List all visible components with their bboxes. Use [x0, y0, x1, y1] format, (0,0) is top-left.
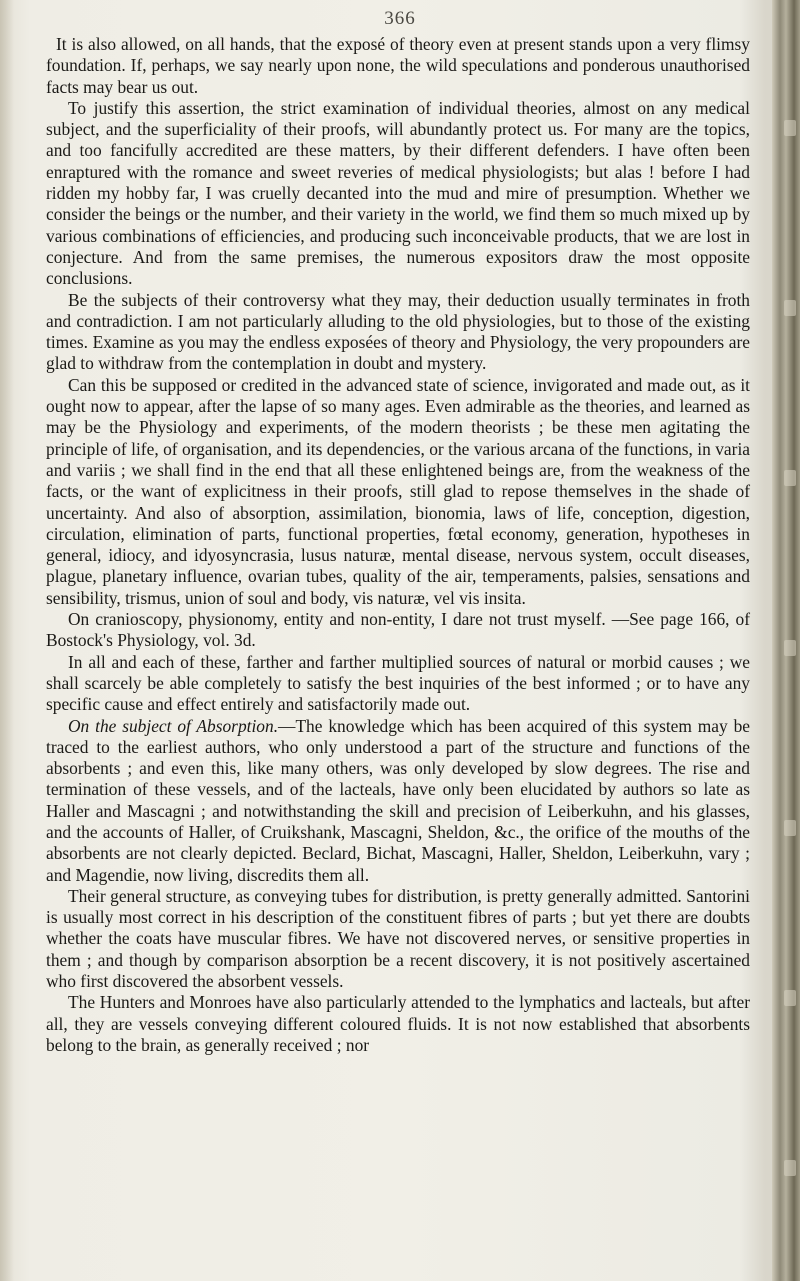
paragraph-7	[46, 716, 750, 886]
paragraph-4: Can this be supposed or credited in the advanced state of science, invigorated and made out, as it ought now to appear, after the lapse of so many ages. Even admirable as the theories, and learned as may be the Physiology and experiments, of the modern theorists ; be these men agitating the principle of life, of organisation, and its dependencies, or the various arcana of the functions, in varia and variis ; we shall find in the end that all these enlightened beings are, from the weakness of the facts, or the want of explicitness in their proofs, still glad to repose themselves in the shade of uncertainty. And also of absorption, assimilation, bionomia, laws of life, conception, digestion, circulation, elimination of parts, functional properties, fœtal economy, generation, hypotheses in general, idiocy, and idyosyncrasia, lusus naturæ, mental disease, nervous system, occult diseases, plague, planetary influence, ovarian tubes, quality of the air, temperaments, palsies, sensations and sensibility, trismus, union of soul and body, vis naturæ, vel vis insita.	[46, 374, 750, 608]
page-edge-binding	[772, 0, 800, 1281]
absorption-heading: On the subject of Absorption.	[68, 715, 279, 736]
page-number: 366	[384, 8, 416, 29]
body-text	[46, 34, 750, 1056]
absorption-text: —The knowledge which has been acquired of this system may be traced to the earliest authors, who only understood a part of the structure and functions of the absorbents ; and even this, like many others, was only developed by slow degrees. The rise and termination of these vessels, and of the lacteals, have only been elucidated by authors so late as Haller and Mascagni ; and notwithstanding the skill and precision of Leiberkuhn, and his glasses, and the accounts of Haller, of Cruikshank, Mascagni, Sheldon, &c., the orifice of the mouths of the absorbents are not clearly depicted. Beclard, Bichat, Mascagni, Haller, Sheldon, Leiberkuhn, vary ; and Magendie, now living, discredits them all.	[46, 715, 750, 885]
paragraph-3: Be the subjects of their controversy what they may, their deduction usually terminates in froth and contradiction. I am not particularly alluding to the old physiologies, but to those of the existing times. Examine as you may the endless exposées of theory and Physiology, the very propounders are glad to withdraw from the contemplation in doubt and mystery.	[46, 289, 750, 374]
paragraph-8: Their general structure, as conveying tubes for distribution, is pretty generally admitted. Santorini is usually most correct in his description of the constituent fibres of parts ; but yet there are doubts whether the coats have muscular fibres. We have not discovered nerves, or sensitive properties in them ; and though by comparison absorption be a recent discovery, it is not positively ascertained who first discovered the absorbent vessels.	[46, 885, 750, 992]
paragraph-9: The Hunters and Monroes have also particularly attended to the lymphatics and lacteals, but after all, they are vessels conveying different coloured fluids. It is not now established that absorbents belong to the brain, as generally received ; nor	[46, 992, 750, 1055]
paragraph-2: To justify this assertion, the strict examination of individual theories, almost on any medical subject, and the superficiality of their proofs, will abundantly protect us. For many are the topics, and too fancifully accredited are these matters, by their different defenders. I have often been enraptured with the romance and sweet reveries of medical physiologists; but alas ! before I had ridden my hobby far, I was cruelly decanted into the mud and mire of presumption. Whether we consider the beings or the number, and their variety in the world, we find them so much mixed up by various combinations of efficiencies, and producing such inconceivable products, that we are lost in conjecture. And from the same premises, the numerous expositors draw the most opposite conclusions.	[46, 97, 750, 289]
page-gutter-shadow	[0, 0, 14, 1281]
paragraph-1: It is also allowed, on all hands, that the exposé of theory even at present stands upon a very flimsy foundation. If, perhaps, we say nearly upon none, the wild speculations and ponderous unauthorised facts may bear us out.	[46, 34, 750, 97]
paragraph-6: In all and each of these, farther and farther multiplied sources of natural or morbid causes ; we shall scarcely be able completely to satisfy the best inquiries of the best informed ; or to have any specific cause and effect entirely and satisfactorily made out.	[46, 651, 750, 715]
paragraph-5: On cranioscopy, physionomy, entity and non-entity, I dare not trust myself. —See page 166, of Bostock's Physiology, vol. 3d.	[46, 609, 750, 651]
